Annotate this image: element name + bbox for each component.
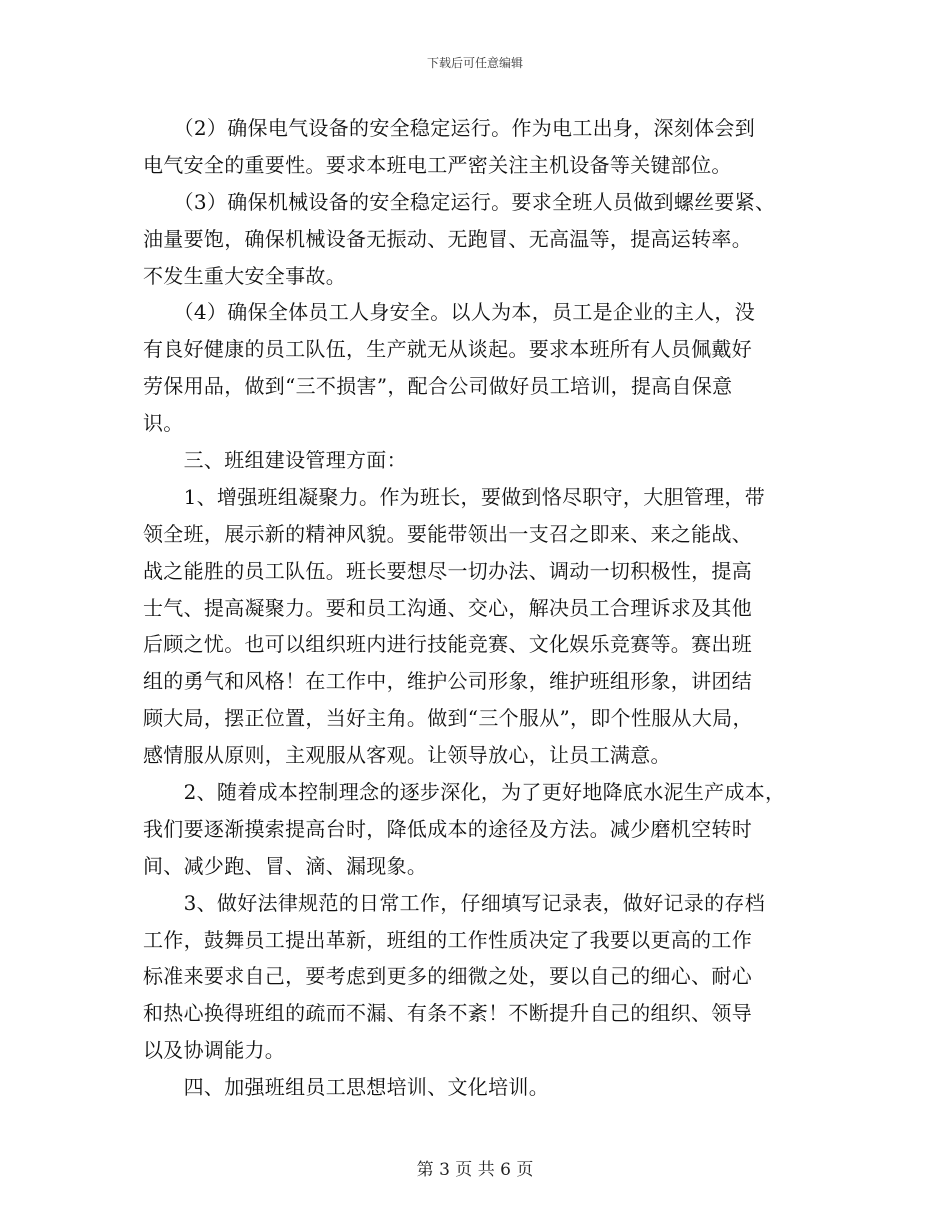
text-line: 2、随着成本控制理念的逐步深化，为了更好地降底水泥生产成本， — [143, 780, 786, 805]
text-line: 工作，鼓舞员工提出革新，班组的工作性质决定了我要以更高的工作 — [143, 927, 752, 952]
text-line: （3）确保机械设备的安全稳定运行。要求全班人员做到螺丝要紧、 — [143, 189, 776, 214]
text-line: 战之能胜的员工队伍。班长要想尽一切办法、调动一切积极性，提高 — [143, 558, 752, 583]
text-line: （2）确保电气设备的安全稳定运行。作为电工出身，深刻体会到 — [143, 116, 756, 140]
text-line: 3、做好法律规范的日常工作，仔细填写记录表，做好记录的存档 — [143, 890, 766, 915]
text-line: 士气、提高凝聚力。要和员工沟通、交心，解决员工合理诉求及其他 — [143, 595, 752, 620]
page-header: 下载后可任意编辑 — [426, 56, 523, 70]
text-line: 识。 — [143, 411, 184, 436]
section-heading: 三、班组建设管理方面： — [143, 448, 407, 473]
text-line: 间、减少跑、冒、滴、漏现象。 — [143, 853, 428, 878]
document-body — [143, 110, 823, 1106]
text-line: 电气安全的重要性。要求本班电工严密关注主机设备等关键部位。 — [143, 152, 732, 177]
text-line: 以及协调能力。 — [143, 1038, 286, 1063]
text-line: 有良好健康的员工队伍，生产就无从谈起。要求本班所有人员佩戴好 — [143, 337, 752, 362]
text-line: 顾大局，摆正位置，当好主角。做到“三个服从”，即个性服从大局， — [143, 706, 753, 731]
text-line: 后顾之忧。也可以组织班内进行技能竞赛、文化娱乐竞赛等。赛出班 — [143, 632, 752, 657]
page-number: 第 3 页 共 6 页 — [416, 1160, 534, 1180]
text-line: （4）确保全体员工人身安全。以人为本，员工是企业的主人，没 — [143, 300, 756, 325]
text-line: 标准来要求自己，要考虑到更多的细微之处，要以自己的细心、耐心 — [143, 964, 752, 989]
text-line: 我们要逐渐摸索提高台时，降低成本的途径及方法。减少磨机空转时 — [143, 816, 752, 841]
text-line: 和热心换得班组的疏而不漏、有条不紊！不断提升自己的组织、领导 — [143, 1001, 752, 1026]
text-line: 1、增强班组凝聚力。作为班长，要做到恪尽职守，大胆管理，带 — [143, 484, 766, 509]
text-line: 劳保用品，做到“三不损害”，配合公司做好员工培训，提高自保意 — [143, 374, 733, 399]
text-line: 油量要饱，确保机械设备无振动、无跑冒、无高温等，提高运转率。 — [143, 226, 752, 251]
text-line: 组的勇气和风格！在工作中，维护公司形象，维护班组形象，讲团结 — [143, 669, 752, 694]
text-line: 不发生重大安全事故。 — [143, 263, 346, 288]
text-line: 领全班，展示新的精神风貌。要能带领出一支召之即来、来之能战、 — [143, 521, 752, 546]
section-heading: 四、加强班组员工思想培训、文化培训。 — [143, 1075, 549, 1100]
text-line: 感情服从原则，主观服从客观。让领导放心，让员工满意。 — [143, 743, 671, 768]
